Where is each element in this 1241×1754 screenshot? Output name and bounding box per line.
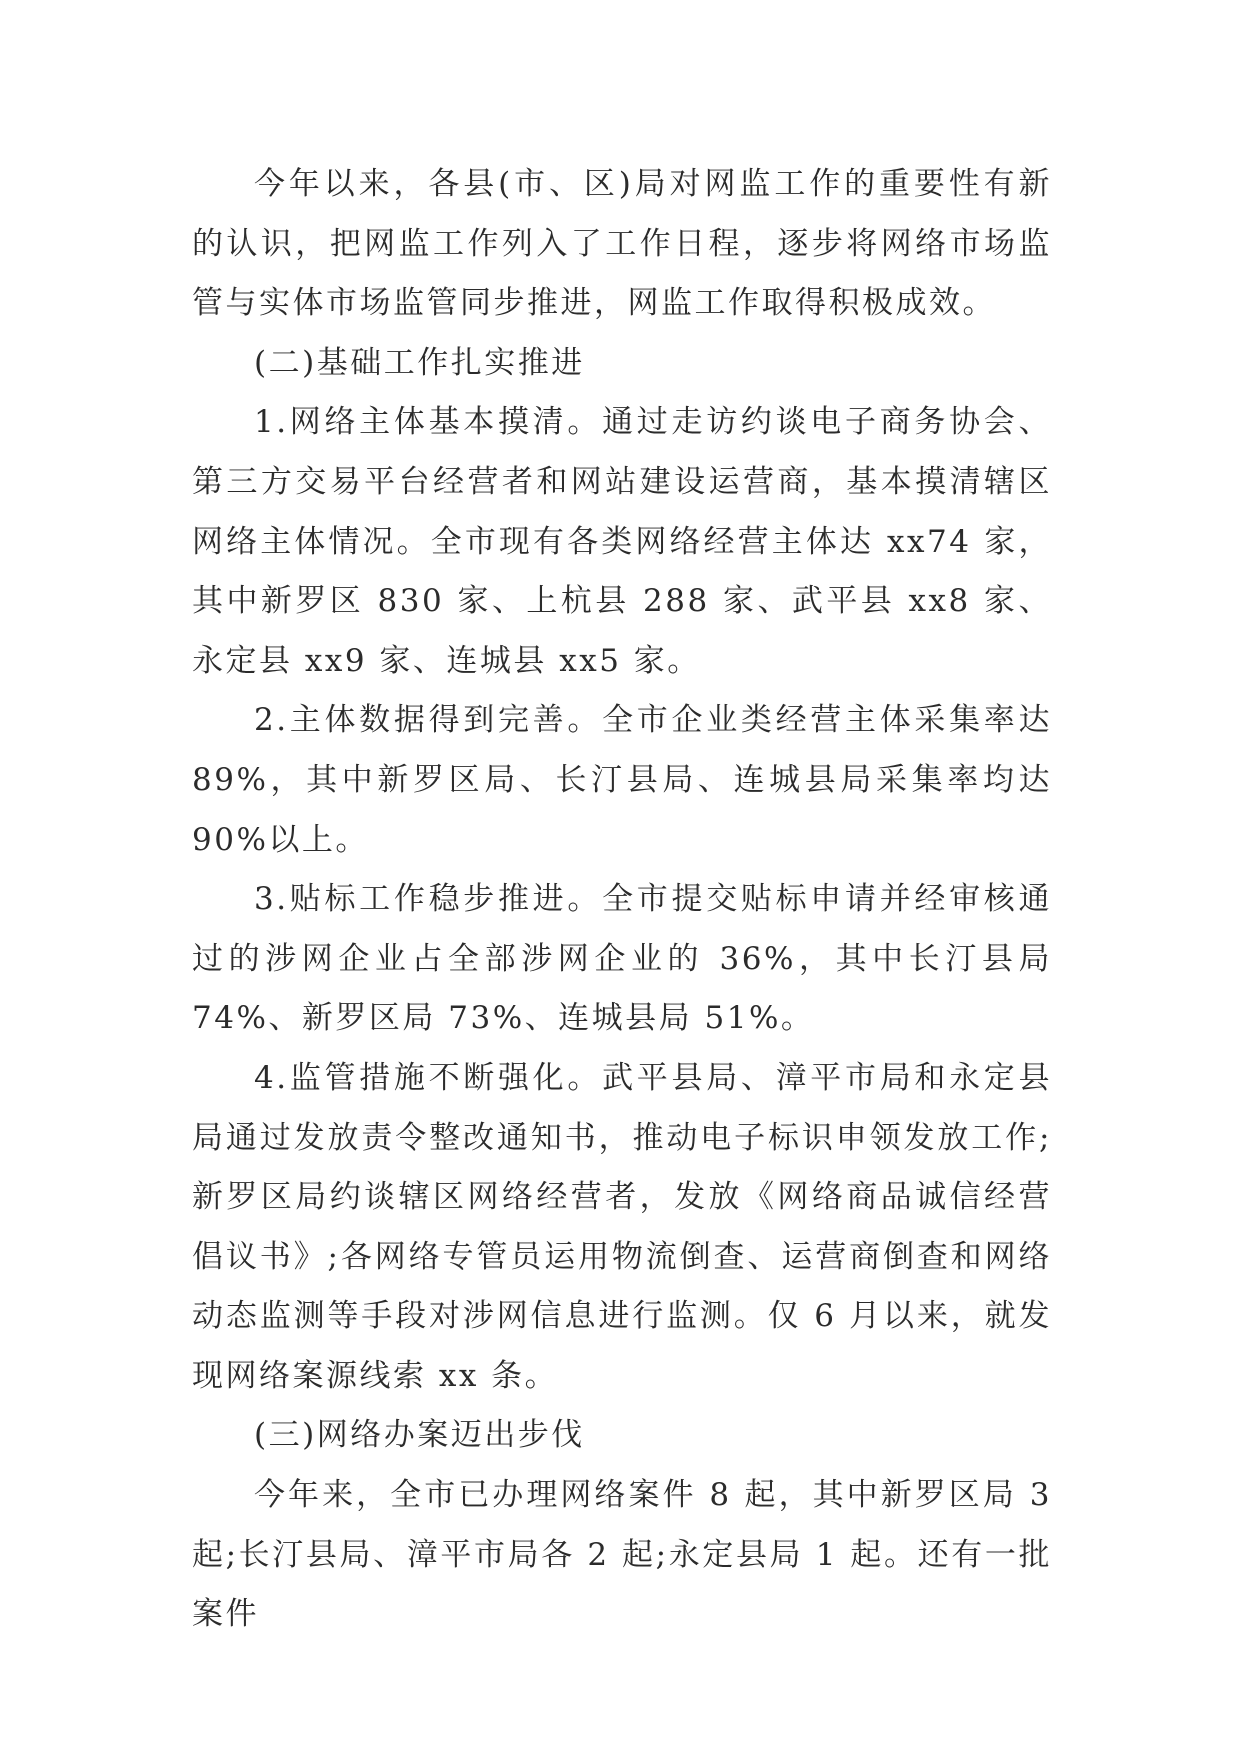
document-body	[192, 155, 1052, 1645]
section-heading-3: (三)网络办案迈出步伐	[254, 1417, 585, 1454]
paragraph-intro: 今年以来，各县(市、区)局对网监工作的重要性有新的认识，把网监工作列入了工作日程，逐步将网络市场监管与实体市场监管同步推进，网监工作取得积极成效。	[192, 166, 1052, 322]
paragraph-item-4: 4.监管措施不断强化。武平县局、漳平市局和永定县局通过发放责令整改通知书，推动电子标识申领发放工作;新罗区局约谈辖区网络经营者，发放《网络商品诚信经营倡议书》;各网络专管员运用物流倒查、运营商倒查和网络动态监测等手段对涉网信息进行监测。仅 6 月以来，就发现网络案源线索 xx 条。	[192, 1059, 1052, 1394]
section-heading-2: (二)基础工作扎实推进	[254, 344, 585, 381]
paragraph-cases: 今年来，全市已办理网络案件 8 起，其中新罗区局 3 起;长汀县局、漳平市局各 2 起;永定县局 1 起。还有一批案件	[192, 1477, 1052, 1633]
paragraph-item-3: 3.贴标工作稳步推进。全市提交贴标申请并经审核通过的涉网企业占全部涉网企业的 36%，其中长汀县局 74%、新罗区局 73%、连城县局 51%。	[192, 881, 1052, 1037]
paragraph-item-1: 1.网络主体基本摸清。通过走访约谈电子商务协会、第三方交易平台经营者和网站建设运营商，基本摸清辖区网络主体情况。全市现有各类网络经营主体达 xx74 家，其中新罗区 830 家、上杭县 288 家、武平县 xx8 家、永定县 xx9 家、连城县 xx5 家。	[192, 404, 1052, 679]
paragraph-item-2: 2.主体数据得到完善。全市企业类经营主体采集率达89%，其中新罗区局、长汀县局、连城县局采集率均达 90%以上。	[192, 702, 1052, 858]
